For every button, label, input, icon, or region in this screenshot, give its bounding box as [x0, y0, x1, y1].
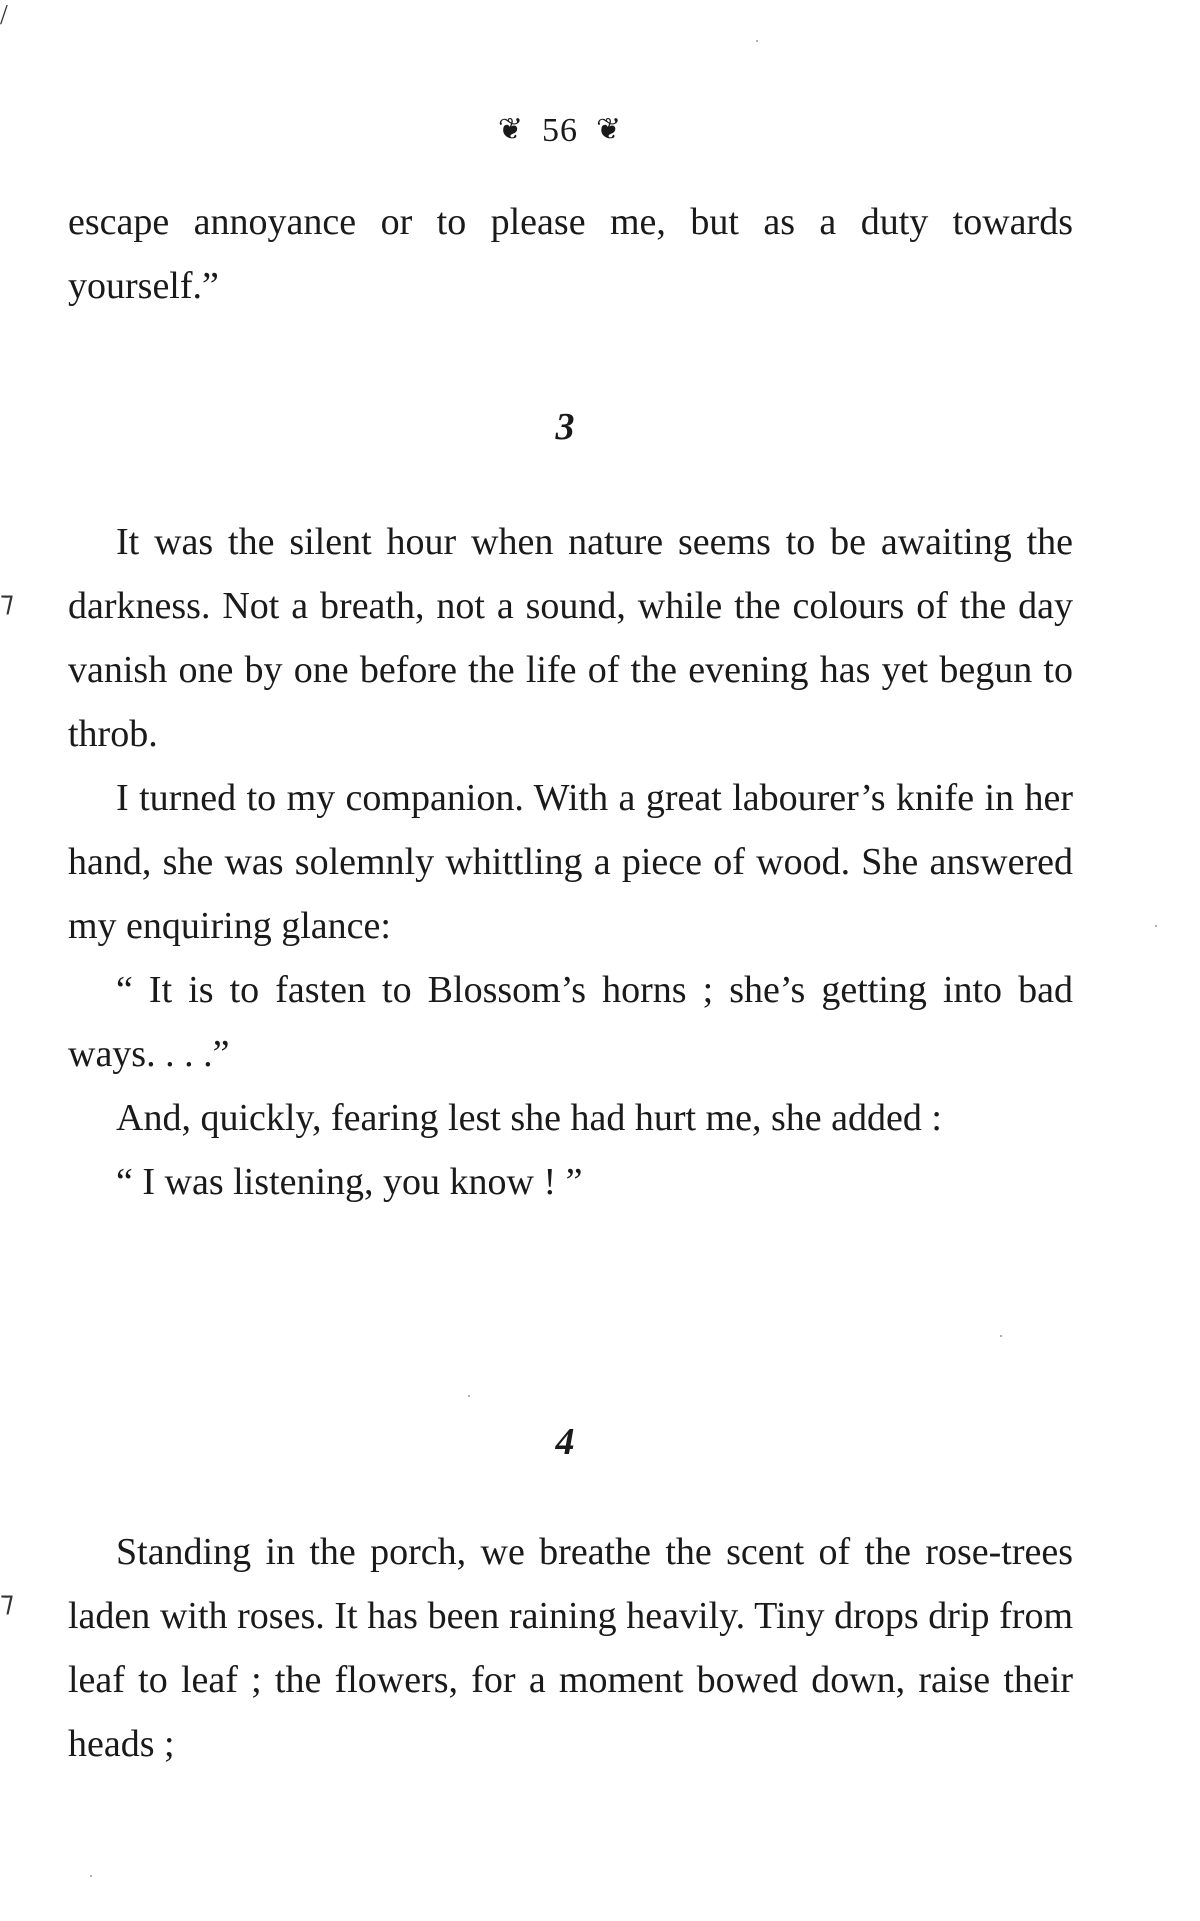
section-3-paragraph-2: I turned to my companion. With a great labourer’s knife in her hand, she was solemnly whittling a piece of wood. She answered my enquiring glance: [68, 777, 1073, 947]
section-4-paragraph-1: Standing in the porch, we breathe the scent of the rose-trees laden with roses. It has been raining heavily. Tiny drops drip from leaf to leaf ; the flowers, for a moment bowed down, raise their heads ; [68, 1531, 1073, 1765]
paper-speck [90, 1875, 92, 1877]
paper-speck [1000, 1335, 1002, 1337]
section-3-paragraph-4: And, quickly, fearing lest she had hurt me, she added : [116, 1097, 942, 1139]
margin-mark-section4: ⁊ [0, 1587, 14, 1618]
page-number: 56 [542, 112, 578, 149]
section-3-paragraph-3: “ It is to fasten to Blossom’s horns ; she’s getting into bad ways. . . .” [68, 969, 1073, 1075]
page-header [0, 112, 1120, 150]
paper-speck [756, 40, 758, 42]
margin-mark-section3: ⁊ [0, 587, 14, 618]
section-number-3: 3 [555, 406, 575, 448]
ornament-left-icon: ❦ [497, 113, 524, 146]
section-3-paragraph-5: “ I was listening, you know ! ” [116, 1161, 583, 1203]
continuation-block [68, 190, 1073, 318]
section-4-body [68, 1520, 1073, 1776]
section-number-4: 4 [555, 1421, 575, 1463]
paper-speck [1155, 925, 1157, 927]
continuation-paragraph: escape annoyance or to please me, but as a duty towards yourself.” [68, 201, 1073, 307]
ornament-right-icon: ❦ [596, 113, 623, 146]
section-3-body [68, 510, 1073, 1214]
section-3-paragraph-1: It was the silent hour when nature seems to be awaiting the darkness. Not a breath, not a sound, while the colours of the day vanish one by one before the life of the evening has yet begun to throb. [68, 521, 1073, 755]
margin-mark-top-left: / [0, 0, 8, 31]
paper-speck [468, 1395, 470, 1397]
